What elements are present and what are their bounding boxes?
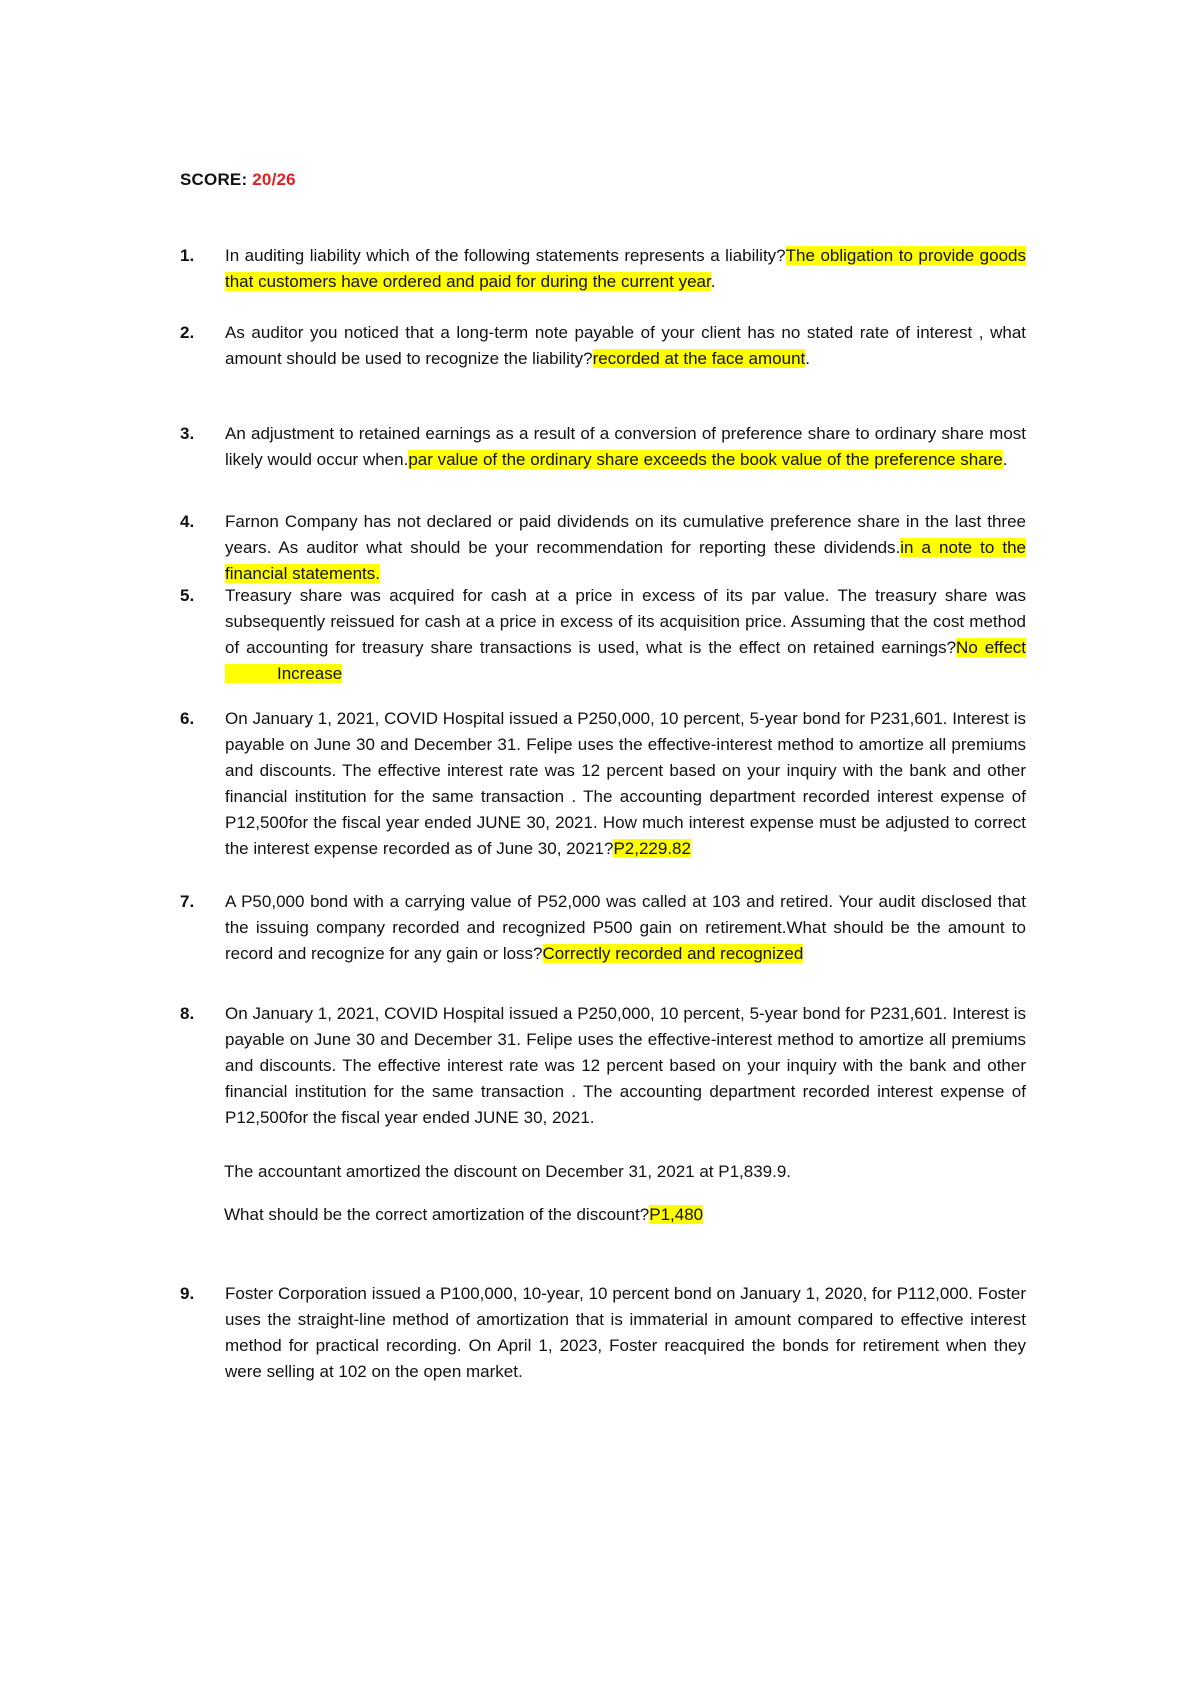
answer-suffix: . <box>1002 450 1008 469</box>
highlighted-answer: Correctly recorded and recognized <box>542 944 804 963</box>
question-6 <box>180 706 1026 862</box>
question-text: As auditor you noticed that a long-term note payable of your client has no stated rate of interest , what amount should be used to recognize the liability? <box>225 323 1026 368</box>
highlighted-answer: The obligation to provide goods that customers have ordered and paid for during the current year <box>225 246 1026 291</box>
highlighted-answer: recorded at the face amount <box>592 349 806 368</box>
question-4 <box>180 509 1026 587</box>
question-body <box>225 243 1026 295</box>
question-body <box>225 889 1026 967</box>
answer-suffix: . <box>710 272 716 291</box>
question-8-prompt <box>224 1202 1024 1228</box>
answer-suffix: . <box>805 349 810 368</box>
question-number: 2. <box>180 323 195 342</box>
question-text: Foster Corporation issued a P100,000, 10-year, 10 percent bond on January 1, 2020, for P112,000. Foster uses the straight-line method of amortization that is immaterial in amount compared to effective interest method for practical recording. On April 1, 2023, Foster reacquired the bonds for retirement when they were selling at 102 on the open market. <box>225 1284 1026 1381</box>
question-5 <box>180 583 1026 687</box>
question-text: On January 1, 2021, COVID Hospital issued a P250,000, 10 percent, 5-year bond for P231,601. Interest is payable on June 30 and December 31. Felipe uses the effective-interest method to amortize all premiums and discounts. The effective interest rate was 12 percent based on your inquiry with the bank and other financial institution for the same transaction . The accounting department recorded interest expense of P12,500for the fiscal year ended JUNE 30, 2021. <box>225 1004 1026 1127</box>
question-9 <box>180 1281 1026 1385</box>
answer-no-effect: No effect <box>956 638 1026 657</box>
question-number: 4. <box>180 512 195 531</box>
score-value: 20/26 <box>252 170 296 189</box>
question-number: 6. <box>180 709 195 728</box>
question-text: On January 1, 2021, COVID Hospital issued a P250,000, 10 percent, 5-year bond for P231,601. Interest is payable on June 30 and December 31. Felipe uses the effective-interest method to amortize all premiums and discounts. The effective interest rate was 12 percent based on your inquiry with the bank and other financial institution for the same transaction . The accounting department recorded interest expense of P12,500for the fiscal year ended JUNE 30, 2021. How much interest expense must be adjusted to correct the interest expense recorded as of June 30, 2021? <box>225 709 1026 858</box>
highlighted-answer: par value of the ordinary share exceeds the book value of the preference share <box>408 450 1003 469</box>
question-number: 7. <box>180 892 195 911</box>
question-text: Farnon Company has not declared or paid dividends on its cumulative preference share in the last three years. As auditor what should be your recommendation for reporting these dividends. <box>225 512 1026 557</box>
question-body <box>225 1001 1026 1131</box>
question-number: 8. <box>180 1004 195 1023</box>
question-text: What should be the correct amortization of the discount? <box>224 1205 650 1224</box>
question-number: 3. <box>180 424 195 443</box>
highlighted-answer: P1,480 <box>649 1205 704 1224</box>
score-label: SCORE: <box>180 170 248 189</box>
question-body <box>225 320 1026 372</box>
question-text: A P50,000 bond with a carrying value of P52,000 was called at 103 and retired. Your audit disclosed that the issuing company recorded and recognized P500 gain on retirement.What should be the amount to record and recognize for any gain or loss? <box>225 892 1026 963</box>
question-number: 9. <box>180 1284 195 1303</box>
question-body <box>225 421 1026 473</box>
question-7 <box>180 889 1026 967</box>
highlighted-answer: P2,229.82 <box>613 839 691 858</box>
question-body <box>225 1281 1026 1385</box>
question-text: Treasury share was acquired for cash at a price in excess of its par value. The treasury share was subsequently reissued for cash at a price in excess of its acquisition price. Assuming that the cost method of accounting for treasury share transactions is used, what is the effect on retained earnings? <box>225 586 1026 657</box>
question-1 <box>180 243 1026 295</box>
question-text: In auditing liability which of the following statements represents a liability? <box>225 246 786 265</box>
answer-increase: Increase <box>277 664 343 683</box>
question-2 <box>180 320 1026 372</box>
highlighted-answer: in a note to the financial statements. <box>225 538 1026 583</box>
question-body <box>225 509 1026 587</box>
question-text: An adjustment to retained earnings as a result of a conversion of preference share to ordinary share most likely would occur when. <box>225 424 1026 469</box>
question-number: 5. <box>180 586 195 605</box>
question-8 <box>180 1001 1026 1131</box>
question-8-amortization-note: The accountant amortized the discount on December 31, 2021 at P1,839.9. <box>224 1162 792 1181</box>
question-number: 1. <box>180 246 195 265</box>
question-3 <box>180 421 1026 473</box>
question-body <box>225 706 1026 862</box>
score-heading <box>180 170 296 190</box>
question-body <box>225 583 1026 687</box>
